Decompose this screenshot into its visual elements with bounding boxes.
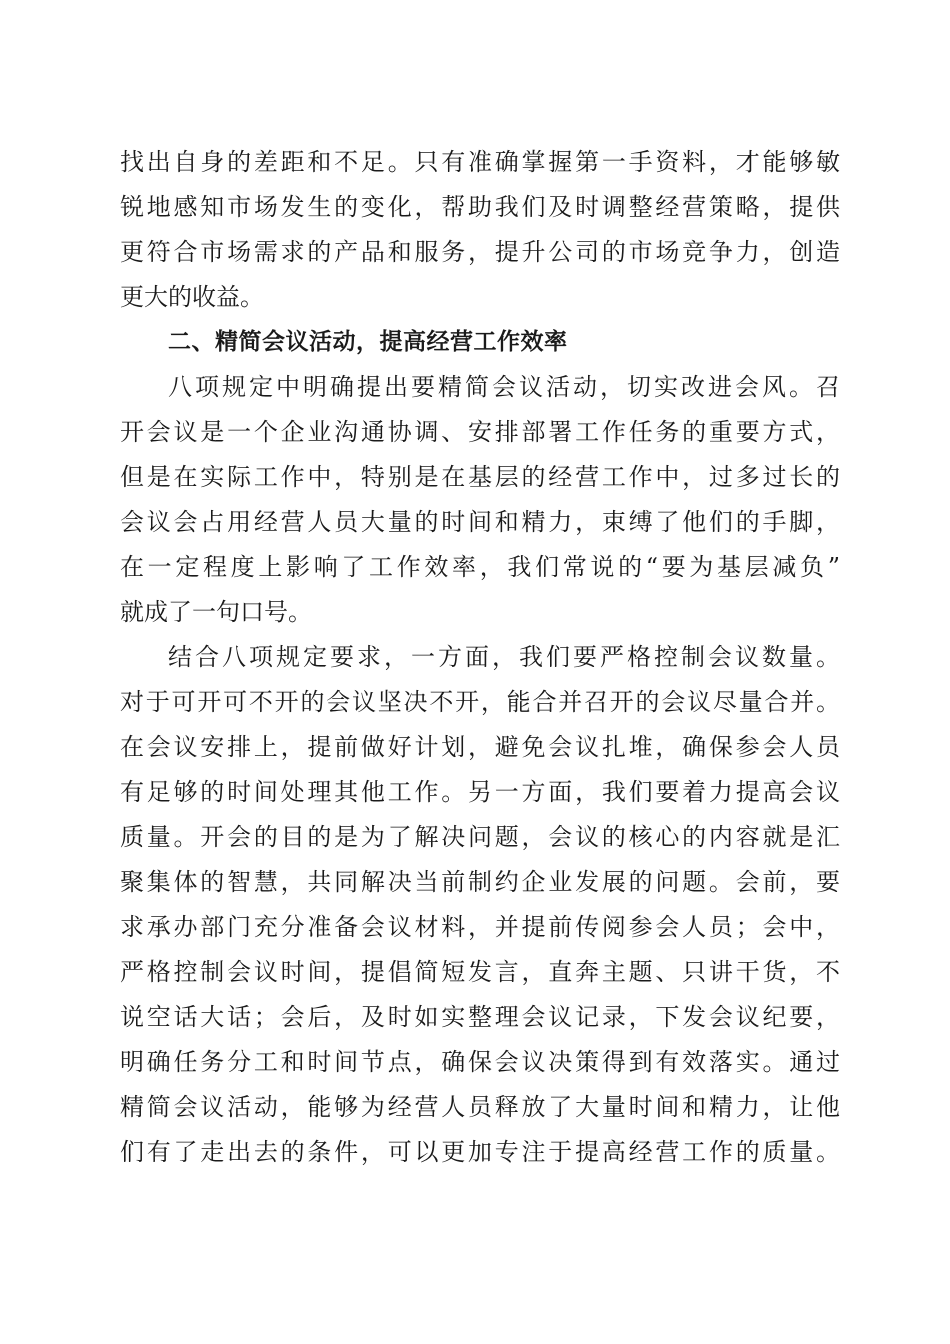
text-line: 聚集体的智慧，共同解决当前制约企业发展的问题。会前，要 [120,868,840,896]
text-line: 明确任务分工和时间节点，确保会议决策得到有效落实。通过 [120,1048,840,1076]
text-line: 更符合市场需求的产品和服务，提升公司的市场竞争力，创造 [120,238,840,266]
text-line: 精简会议活动，能够为经营人员释放了大量时间和精力，让他 [120,1093,840,1121]
text-line: 开会议是一个企业沟通协调、安排部署工作任务的重要方式， [120,418,840,446]
document-body [120,140,840,1175]
text-line: 求承办部门充分准备会议材料，并提前传阅参会人员；会中， [120,913,840,941]
text-line: 有足够的时间处理其他工作。另一方面，我们要着力提高会议 [120,778,840,806]
text-line: 在会议安排上，提前做好计划，避免会议扎堆，确保参会人员 [120,733,840,761]
text-line: 锐地感知市场发生的变化，帮助我们及时调整经营策略，提供 [120,193,840,221]
text-line: 八项规定中明确提出要精简会议活动，切实改进会风。召 [168,373,840,401]
text-line: 但是在实际工作中，特别是在基层的经营工作中，过多过长的 [120,463,840,491]
text-line: 们有了走出去的条件，可以更加专注于提高经营工作的质量。 [120,1138,840,1166]
section-heading: 二、精简会议活动，提高经营工作效率 [168,329,568,355]
text-line: 会议会占用经营人员大量的时间和精力，束缚了他们的手脚， [120,508,840,536]
text-line: 说空话大话；会后，及时如实整理会议记录，下发会议纪要， [120,1003,840,1031]
text-line: 找出自身的差距和不足。只有准确掌握第一手资料，才能够敏 [120,148,840,176]
paragraph-meeting-rules [120,365,840,635]
text-line: 在一定程度上影响了工作效率，我们常说的“要为基层减负” [120,553,840,581]
text-line: 就成了一句口号。 [120,598,312,626]
paragraph-meeting-control [120,635,840,1175]
text-line: 结合八项规定要求，一方面，我们要严格控制会议数量。 [168,643,840,671]
text-line: 质量。开会的目的是为了解决问题，会议的核心的内容就是汇 [120,823,840,851]
text-line: 对于可开可不开的会议坚决不开，能合并召开的会议尽量合并。 [120,688,840,716]
text-line: 严格控制会议时间，提倡简短发言，直奔主题、只讲干货，不 [120,958,840,986]
paragraph-continued [120,140,840,320]
text-line: 更大的收益。 [120,283,264,311]
